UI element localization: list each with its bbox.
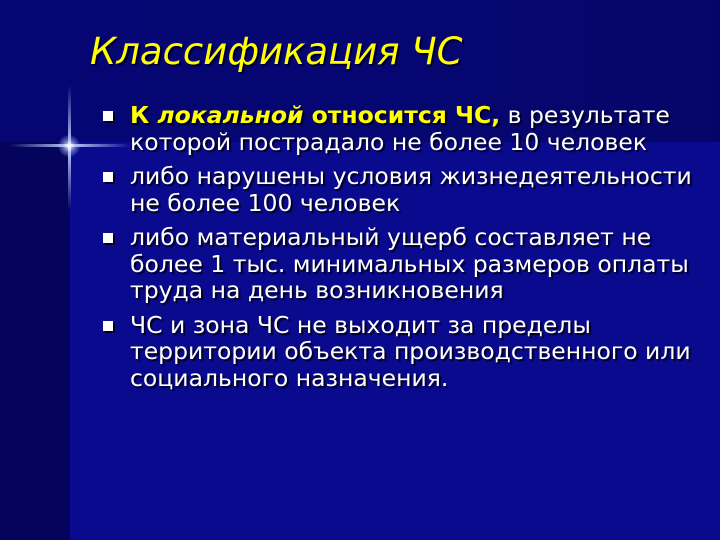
- slide-title: Классификация ЧС: [90, 30, 463, 73]
- bullet-list: [100, 102, 705, 399]
- bullet-1-suffix: относится ЧС,: [303, 101, 501, 129]
- bullet-item-1: [100, 102, 705, 155]
- bullet-1-emphasis: локальной: [157, 101, 304, 129]
- bullet-item-2: [100, 163, 705, 216]
- square-bullet-icon: [103, 233, 113, 243]
- bullet-3-text: либо материальный ущерб составляет не более 1 тыс. минимальных размеров оплаты труда на день возникновения: [130, 223, 689, 304]
- sparkle-star-icon: [58, 135, 80, 157]
- bullet-4-text: ЧС и зона ЧС не выходит за пределы территории объекта производственного или социального назначения.: [130, 310, 691, 392]
- square-bullet-icon: [103, 111, 113, 121]
- bullet-1-text: в результате которой пострадало не более 10 человек: [130, 101, 670, 156]
- square-bullet-icon: [103, 321, 113, 331]
- bullet-1-prefix: К: [130, 101, 158, 129]
- bullet-item-3: [100, 224, 705, 304]
- square-bullet-icon: [103, 172, 113, 182]
- bullet-2-text: либо нарушены условия жизнедеятельности не более 100 человек: [130, 162, 692, 217]
- bullet-item-4: [100, 312, 705, 392]
- left-band: [0, 142, 70, 540]
